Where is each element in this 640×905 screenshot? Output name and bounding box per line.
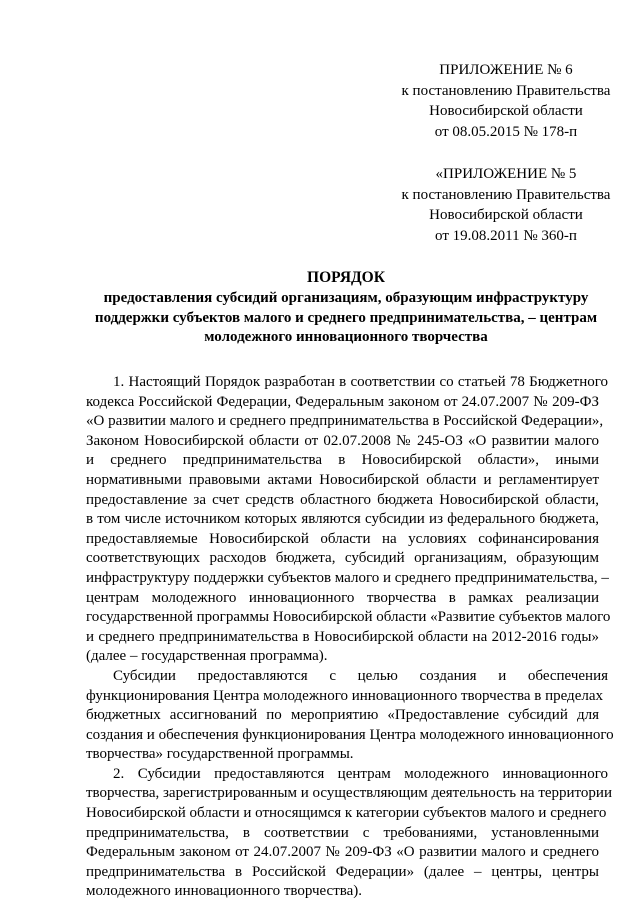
paragraph-1-line: предоставляемые Новосибирской области на условиях софинансирования <box>86 530 599 547</box>
annex-5-region-line: Новосибирской области <box>429 207 583 223</box>
annex-5-date-line: от 19.08.2011 № 360-п <box>435 227 577 244</box>
paragraph-2-line: творчества, зарегистрированным и осуществляющим деятельность на территории <box>86 785 612 802</box>
annex-6-region-line: Новосибирской области <box>429 103 583 119</box>
paragraph-1-line: и среднего предпринимательства в Новосибирской области на 2012-2016 годы» <box>86 628 599 645</box>
paragraph-subsidies-line: функционирования Центра молодежного инновационного творчества в пределах <box>86 687 603 704</box>
document-body <box>86 373 614 902</box>
paragraph-subsidies-line: бюджетных ассигнований по мероприятию «Предоставление субсидий для <box>86 707 599 724</box>
paragraph-1-line: в том числе источником которых являются субсидии из федерального бюджета, <box>86 511 599 528</box>
paragraph-2-line: Федеральным законом от 24.07.2007 № 209-ФЗ «О развитии малого и среднего <box>86 844 599 861</box>
paragraph-1-line: Законом Новосибирской области от 02.07.2008 № 245-ОЗ «О развитии малого <box>86 432 599 449</box>
annex-5-title: «ПРИЛОЖЕНИЕ № 5 <box>435 166 577 182</box>
document-subtitle-line: поддержки субъектов малого и среднего предпринимательства, – центрам <box>94 309 598 326</box>
paragraph-2-line: Новосибирской области и относящимся к категории субъектов малого и среднего <box>86 805 607 822</box>
paragraph-1-line: государственной программы Новосибирской области «Развитие субъектов малого <box>86 609 611 626</box>
document-subtitle-line: предоставления субсидий организациям, образующим инфраструктуру <box>103 290 589 306</box>
paragraph-1-line: соответствующих расходов бюджета, субсидий организациям, образующим <box>86 550 599 567</box>
annex-6-date-line: от 08.05.2015 № 178-п <box>434 123 578 140</box>
document-title: ПОРЯДОК <box>307 269 385 286</box>
paragraph-2-line: молодежного инновационного творчества). <box>86 883 363 900</box>
paragraph-1-line: центрам молодежного инновационного творчества в рамках реализации <box>86 589 599 606</box>
annex-5-header <box>376 164 636 246</box>
annex-6-resolution-line: к постановлению Правительства <box>401 82 611 99</box>
paragraph-1-line: (далее – государственная программа). <box>86 648 328 665</box>
annex-6-title: ПРИЛОЖЕНИЕ № 6 <box>439 62 573 78</box>
paragraph-1-line: и среднего предпринимательства в Новосибирской области», иными <box>86 452 599 469</box>
annex-5-resolution-line: к постановлению Правительства <box>401 186 611 203</box>
paragraph-subsidies-line: Субсидии предоставляются с целью создания и обеспечения <box>113 667 608 684</box>
paragraph-2-line: предпринимательства в Российской Федерации» (далее – центры, центры <box>86 863 599 880</box>
paragraph-2-line: предпринимательства, в соответствии с требованиями, установленными <box>86 824 599 841</box>
paragraph-2-line: 2. Субсидии предоставляются центрам молодежного инновационного <box>113 765 608 782</box>
document-heading <box>60 268 632 348</box>
paragraph-1-line: нормативными правовыми актами Новосибирской области и регламентирует <box>86 471 599 488</box>
document-subtitle-line: молодежного инновационного творчества <box>204 329 488 345</box>
paragraph-1-line: кодекса Российской Федерации, Федеральным законом от 24.07.2007 № 209-ФЗ <box>86 393 599 410</box>
paragraph-subsidies-line: творчества» государственной программы. <box>86 746 354 763</box>
annex-6-header <box>376 60 636 142</box>
paragraph-1-line: предоставление за счет средств областного бюджета Новосибирской области, <box>86 491 599 508</box>
paragraph-1-line: 1. Настоящий Порядок разработан в соответствии со статьей 78 Бюджетного <box>113 374 608 390</box>
paragraph-1-line: «О развитии малого и среднего предпринимательства в Российской Федерации», <box>86 413 604 430</box>
paragraph-subsidies-line: создания и обеспечения функционирования Центра молодежного инновационного <box>86 726 614 743</box>
paragraph-1-line: инфраструктуру поддержки субъектов малого и среднего предпринимательства, – <box>86 569 609 586</box>
